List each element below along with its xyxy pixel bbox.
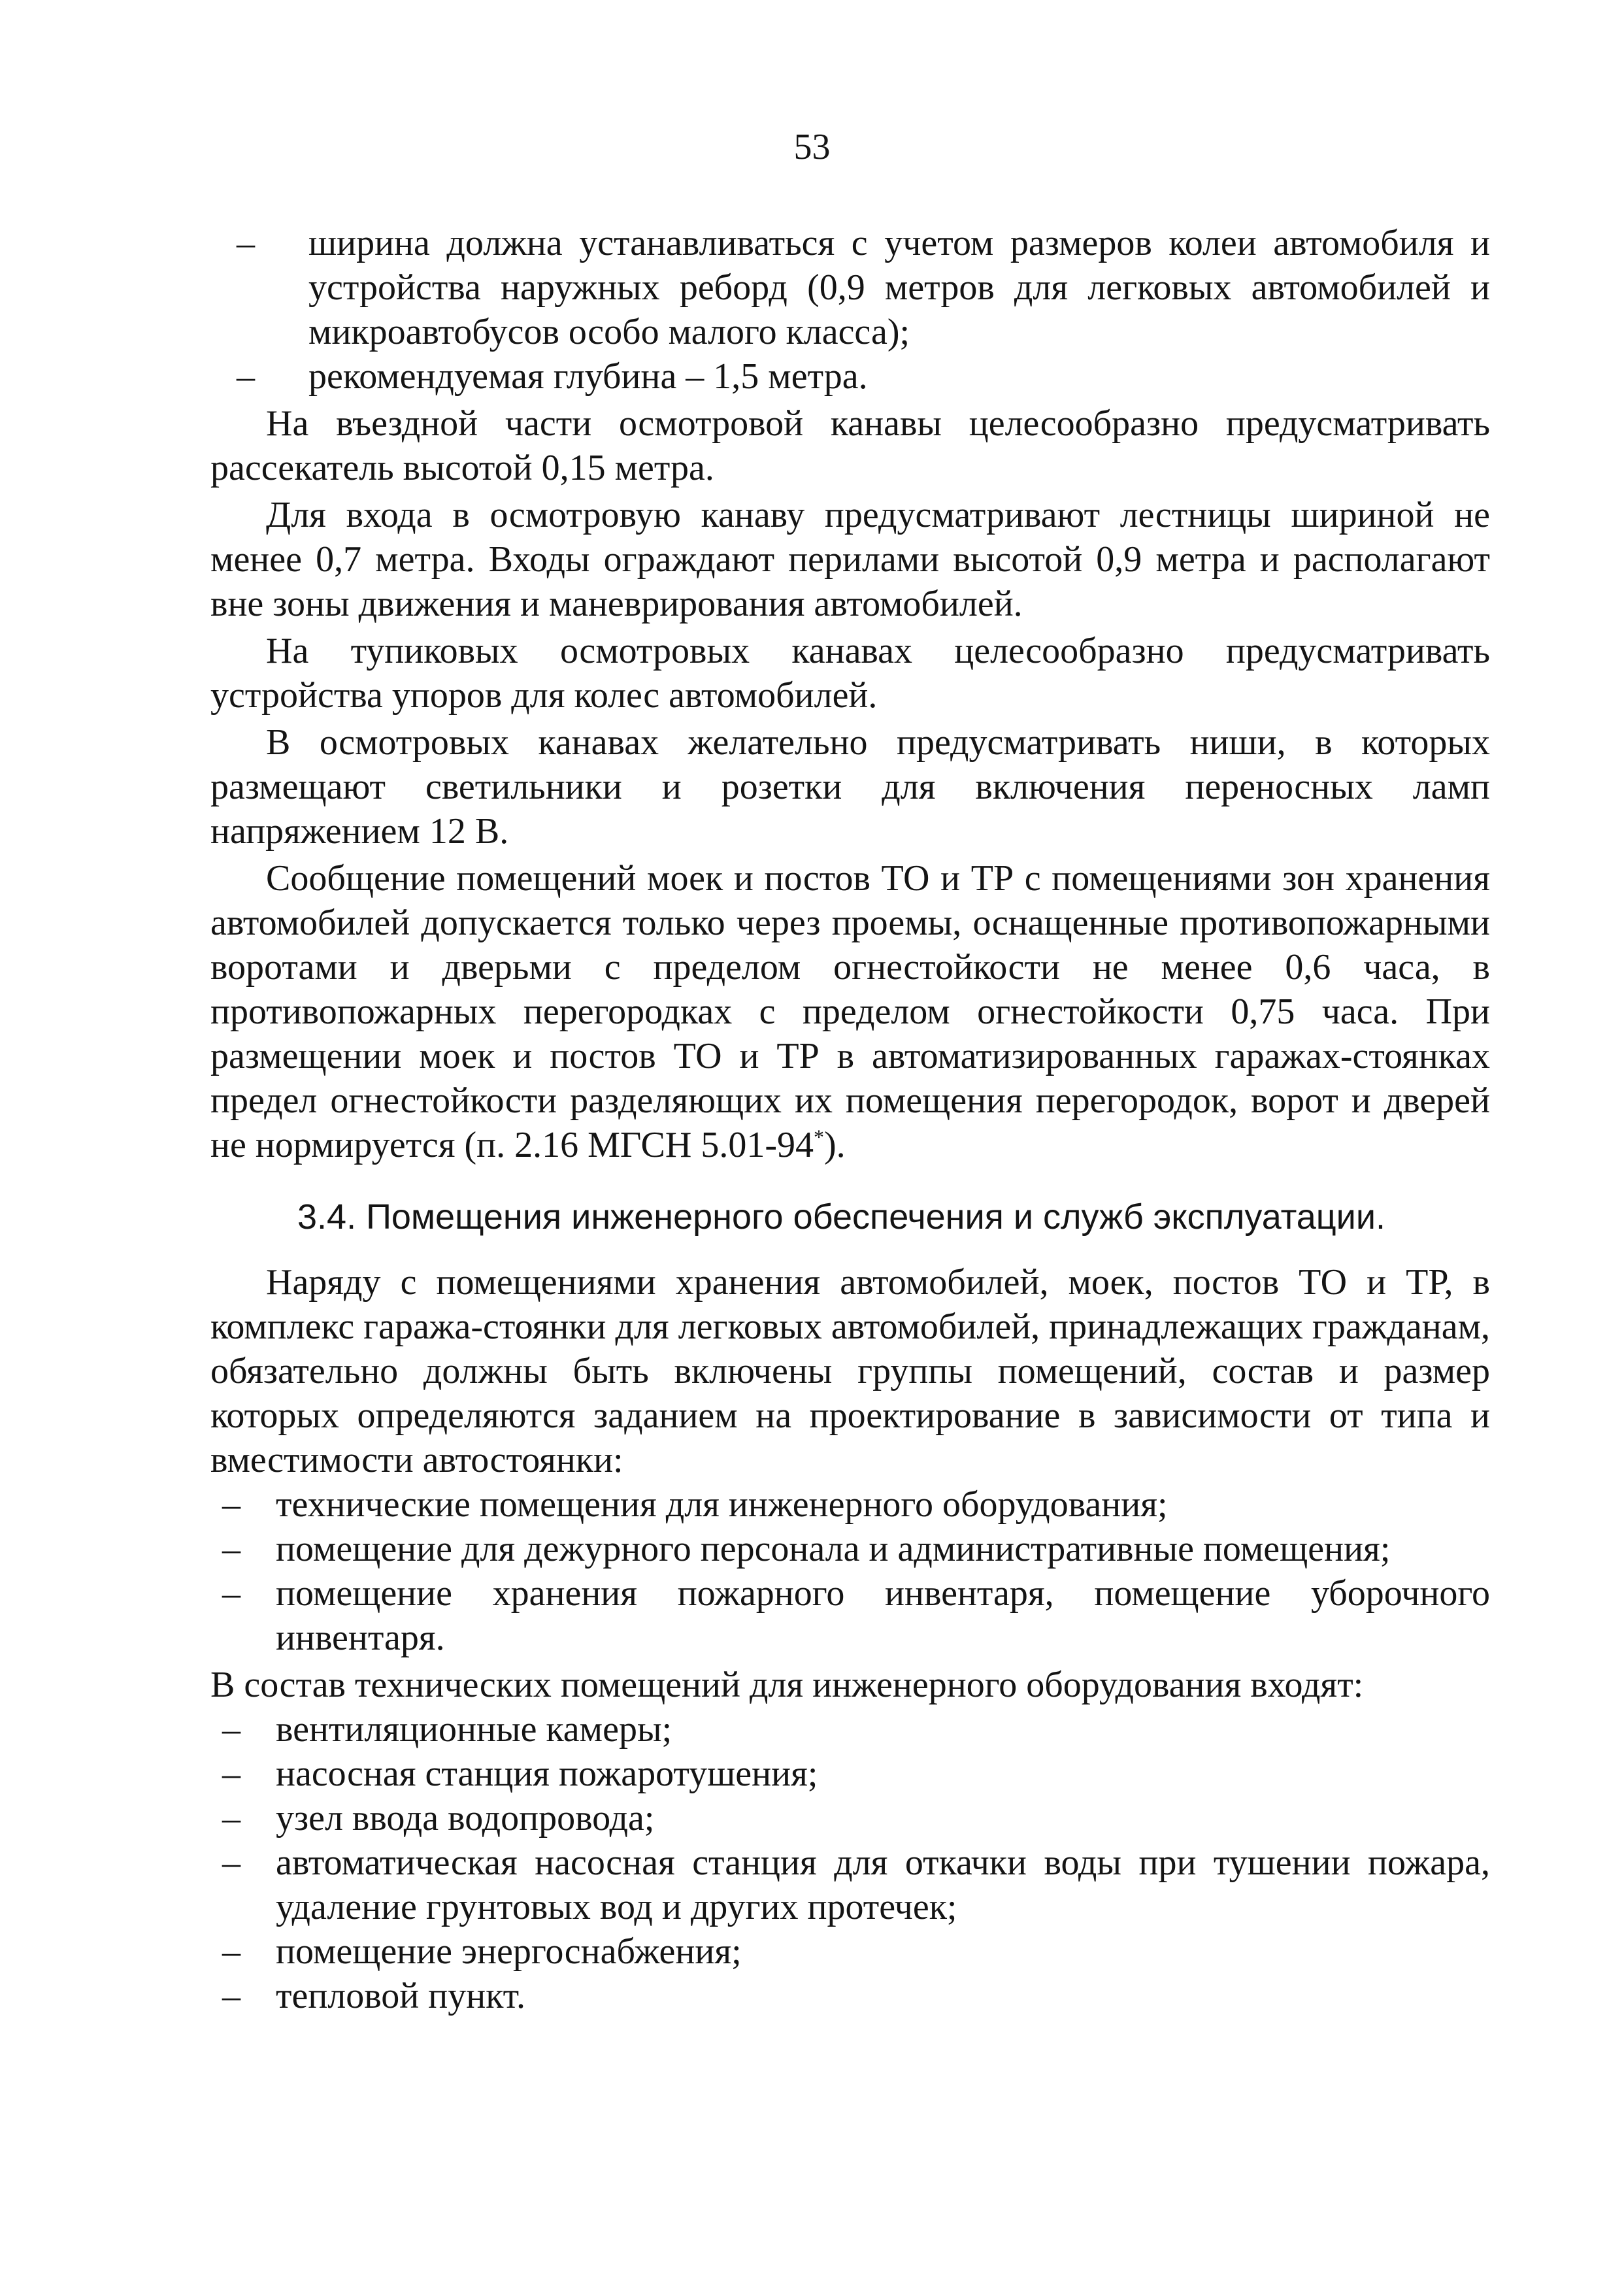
paragraph	[210, 1260, 1490, 1482]
paragraph-text: В осмотровых канавах желательно предусматривать ниши, в которых размещают светильники и розетки для включения переносных ламп напряжением 12 В.	[210, 722, 1490, 852]
list-dash: –	[222, 1931, 240, 1972]
list-item-text: вентиляционные камеры;	[276, 1709, 672, 1750]
list-item	[210, 1929, 1490, 1974]
list-item-text: рекомендуемая глубина – 1,5 метра.	[308, 356, 868, 397]
list-item-text: тепловой пункт.	[276, 1976, 525, 2016]
list-dash: –	[222, 1484, 240, 1525]
paragraph	[210, 856, 1490, 1167]
list-item-text: ширина должна устанавливаться с учетом размеров колеи автомобиля и устройства наружных реборд (0,9 метров для легковых автомобилей и микроавтобусов особо малого класса);	[308, 223, 1490, 352]
list-item	[210, 1527, 1490, 1571]
list-dash: –	[237, 223, 255, 263]
paragraph	[210, 493, 1490, 626]
list-item	[210, 1840, 1490, 1929]
paragraph-text: На въездной части осмотровой канавы целесообразно предусматривать рассекатель высотой 0,15 метра.	[210, 403, 1490, 488]
paragraph	[210, 720, 1490, 854]
list-item-text: помещение для дежурного персонала и административные помещения;	[276, 1529, 1391, 1569]
list-dash: –	[222, 1573, 240, 1614]
paragraph-text: В состав технических помещений для инженерного оборудования входят:	[210, 1665, 1364, 1705]
list-item-text: насосная станция пожаротушения;	[276, 1754, 818, 1794]
paragraph-text: Наряду с помещениями хранения автомобилей, моек, постов ТО и ТР, в комплекс гаража-стоянки для легковых автомобилей, принадлежащих гражданам, обязательно должны быть включены группы помещений, состав и размер которых определяются заданием на проектирование в зависимости от типа и вместимости автостоянки:	[210, 1262, 1490, 1480]
list-item	[210, 1752, 1490, 1796]
paragraph	[210, 401, 1490, 490]
list-item-text: помещение энергоснабжения;	[276, 1931, 742, 1972]
list-item-text: технические помещения для инженерного оборудования;	[276, 1484, 1168, 1525]
list-item	[210, 354, 1490, 399]
list-item	[210, 1974, 1490, 2018]
list-dash: –	[222, 1976, 240, 2016]
list-item	[210, 1571, 1490, 1660]
list-dash: –	[222, 1842, 240, 1883]
list-item	[210, 1482, 1490, 1527]
list-dash: –	[222, 1798, 240, 1838]
list-item-text: помещение хранения пожарного инвентаря, помещение уборочного инвентаря.	[276, 1573, 1490, 1658]
paragraph-text: На тупиковых осмотровых канавах целесообразно предусматривать устройства упоров для колес автомобилей.	[210, 631, 1490, 716]
list-dash: –	[222, 1709, 240, 1750]
list-item	[210, 221, 1490, 354]
list-item-text: узел ввода водопровода;	[276, 1798, 655, 1838]
list-dash: –	[237, 356, 255, 397]
list-item	[210, 1707, 1490, 1752]
paragraph	[210, 629, 1490, 718]
list-item-text: автоматическая насосная станция для откачки воды при тушении пожара, удаление грунтовых вод и других протечек;	[276, 1842, 1490, 1927]
paragraph-text: Сообщение помещений моек и постов ТО и ТР с помещениями зон хранения автомобилей допускается только через проемы, оснащенные противопожарными воротами и дверьми с пределом огнестойкости не менее 0,6 часа, в противопожарных перегородках с пределом огнестойкости 0,75 часа. При размещении моек и постов ТО и ТР в автоматизированных гаражах-стоянках предел огнестойкости разделяющих их помещения перегородок, ворот и дверей не нормируется (п. 2.16 МГСН 5.01-94	[210, 858, 1490, 1165]
list-dash: –	[222, 1754, 240, 1794]
page-number: 53	[793, 127, 831, 167]
document-body	[210, 221, 1490, 2018]
superscript-asterisk: *	[814, 1125, 824, 1149]
paragraph	[210, 1663, 1490, 1707]
list-item	[210, 1796, 1490, 1840]
paragraph-text: Для входа в осмотровую канаву предусматривают лестницы шириной не менее 0,7 метра. Входы ограждают перилами высотой 0,9 метра и располагают вне зоны движения и маневрирования автомобилей.	[210, 495, 1490, 624]
paragraph-tail: ).	[824, 1125, 846, 1165]
list-dash: –	[222, 1529, 240, 1569]
section-heading: 3.4. Помещения инженерного обеспечения и служб эксплуатации.	[297, 1197, 1385, 1237]
